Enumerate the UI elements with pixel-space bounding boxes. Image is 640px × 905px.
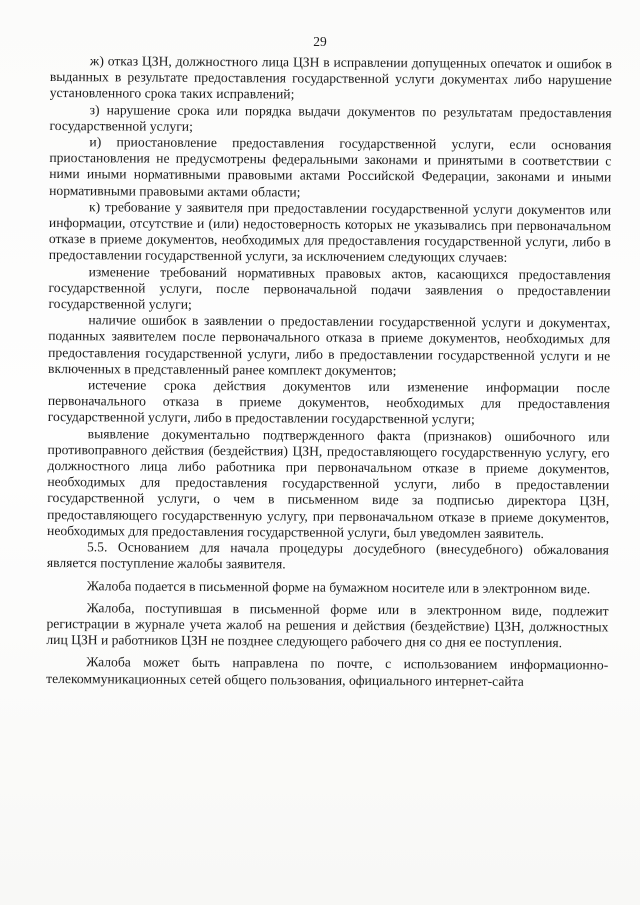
paragraph-complaint-form: Жалоба подается в письменной форме на бумажном носителе или в электронном виде. bbox=[86, 577, 591, 596]
document-body bbox=[46, 53, 612, 690]
paragraph-i: и) приостановление предоставления государственной услуги, если основания приостановления не предусмотрены федеральными законами и принятыми в соответствии с ними иными нормативными правовыми актами Российской Федерации, законами и иными нормативными правовыми актами области; bbox=[49, 134, 612, 200]
paragraph-exception-3: истечение срока действия документов или изменение информации после первоначального отказа в приеме документов, необходимых для предоставления государственной услуги, либо в предоставлении государственной услуги; bbox=[47, 377, 611, 428]
paragraph-zh: ж) отказ ЦЗН, должностного лица ЦЗН в исправлении допущенных опечаток и ошибок в выданных в результате предоставления государственной услуги документах либо нарушение установленного срока таких исправлений; bbox=[49, 53, 612, 102]
paragraph-5-5: 5.5. Основанием для начала процедуры досудебного (внесудебного) обжалования является поступление жалобы заявителя. bbox=[46, 539, 610, 572]
paragraph-k: к) требование у заявителя при предоставлении государственной услуги документов или информации, отсутствие и (или) недостоверность которых не указывались при первоначальном отказе в приеме документов, необходимых для предоставления государственной услуги, либо в предоставлении государственной услуги, за исключением следующих случаев: bbox=[48, 199, 612, 266]
paragraph-exception-1: изменение требований нормативных правовых актов, касающихся предоставления государственной услуги, после первоначальной подачи заявления о предоставлении государственной услуги; bbox=[48, 263, 611, 312]
paragraph-exception-2: наличие ошибок в заявлении о предоставлении государственной услуги и документах, поданных заявителем после первоначального отказа в приеме документов, необходимых для предоставления государственной услуги, либо в предоставлении государственной услуги и не включенных в представленный ранее комплект документов; bbox=[48, 312, 611, 378]
page-number: 29 bbox=[313, 34, 327, 49]
paragraph-complaint-delivery: Жалоба может быть направлена по почте, с использованием информационно-телекоммуникационных сетей общего пользования, официального интернет-сайта bbox=[46, 654, 609, 689]
paragraph-complaint-registration: Жалоба, поступившая в письменной форме или в электронном виде, подлежит регистрации в журнале учета жалоб на решения и действия (бездействие) ЦЗН, должностных лиц ЦЗН и работников ЦЗН не позднее следующего рабочего дня со дня ее поступления. bbox=[46, 599, 609, 651]
paragraph-z: з) нарушение срока или порядка выдачи документов по результатам предоставления государственной услуги; bbox=[49, 101, 612, 134]
paragraph-exception-4: выявление документально подтвержденного факта (признаков) ошибочного или противоправного действия (бездействия) ЦЗН, предоставляющего государственную услугу, его должностного лица либо работника при первоначальном отказе в приеме документов, необходимых для предоставления государственной услуги, либо в предоставлении государственной услуги, о чем в письменном виде за подписью директора ЦЗН, предоставляющего государственную услугу, при первоначальном отказе в приеме документов, необходимых для предоставления государственной услуги, был уведомлен заявитель. bbox=[47, 425, 610, 541]
